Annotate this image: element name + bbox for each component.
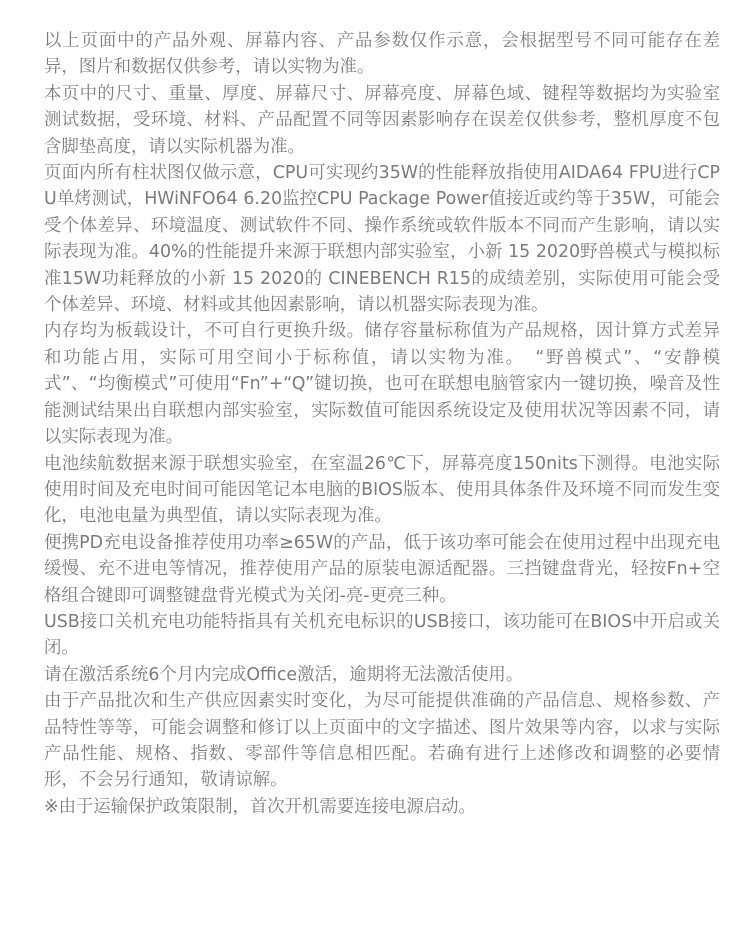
disclaimer-paragraph-office: 请在激活系统6个月内完成Office激活，逾期将无法激活使用。 <box>44 664 524 685</box>
disclaimer-text-block <box>44 28 720 820</box>
disclaimer-paragraph-dimensions: 本页中的尺寸、重量、厚度、屏幕尺寸、屏幕亮度、屏幕色域、键程等数据均为实验室测试数据，受环境、材料、产品配置不同等因素影响存在误差仅供参考，整机厚度不包含脚垫高度，请以实际机器为准。 <box>44 83 720 157</box>
disclaimer-paragraph-battery: 电池续航数据来源于联想实验室，在室温26℃下，屏幕亮度150nits下测得。电池实际使用时间及充电时间可能因笔记本电脑的BIOS版本、使用具体条件及环境不同而发生变化，电池电量为典型值，请以实际表现为准。 <box>44 453 720 527</box>
disclaimer-paragraph-appearance: 以上页面中的产品外观、屏幕内容、产品参数仅作示意，会根据型号不同可能存在差异，图片和数据仅供参考，请以实物为准。 <box>44 31 720 78</box>
disclaimer-paragraph-usb: USB接口关机充电功能特指具有关机充电标识的USB接口，该功能可在BIOS中开启或关闭。 <box>44 611 720 659</box>
disclaimer-paragraph-revisions: 由于产品批次和生产供应因素实时变化，为尽可能提供准确的产品信息、规格参数、产品特性等等，可能会调整和修订以上页面中的文字描述、图片效果等内容，以求与实际产品性能、规格、指数、零部件等信息相匹配。若确有进行上述修改和调整的必要情形，不会另行通知，敬请谅解。 <box>44 691 720 791</box>
disclaimer-paragraph-charging-backlight: 便携PD充电设备推荐使用功率≥65W的产品，低于该功率可能会在使用过程中出现充电缓慢、充不进电等情况，推荐使用产品的原装电源适配器。三挡键盘背光，轻按Fn+空格组合键即可调整键盘背光模式为关闭-亮-更亮三种。 <box>44 532 720 606</box>
disclaimer-paragraph-performance: 页面内所有柱状图仅做示意，CPU可实现约35W的性能释放指使用AIDA64 FPU进行CPU单烤测试，HWiNFO64 6.20监控CPU Package Power值接近或约等于35W，可能会受个体差异、环境温度、测试软件不同、操作系统或软件版本不同而产生影响，请以实际表现为准。40%的性能提升来源于联想内部实验室，小新 15 2020野兽模式与模拟标准15W功耗释放的小新 15 2020的 CINEBENCH R15的成绩差别，实际使用可能会受个体差异、环境、材料或其他因素影响，请以机器实际表现为准。 <box>44 163 720 316</box>
disclaimer-paragraph-memory-modes: 内存均为板载设计，不可自行更换升级。储存容量标称值为产品规格，因计算方式差异和功能占用，实际可用空间小于标称值，请以实物为准。 “野兽模式”、“安静模式”、“均衡模式”可使用“Fn”+“Q”键切换，也可在联想电脑管家内一键切换，噪音及性能测试结果出自联想内部实验室，实际数值可能因系统设定及使用状况等因素不同，请以实际表现为准。 <box>44 321 720 448</box>
disclaimer-paragraph-first-boot: ※由于运输保护政策限制，首次开机需要连接电源启动。 <box>44 796 476 817</box>
